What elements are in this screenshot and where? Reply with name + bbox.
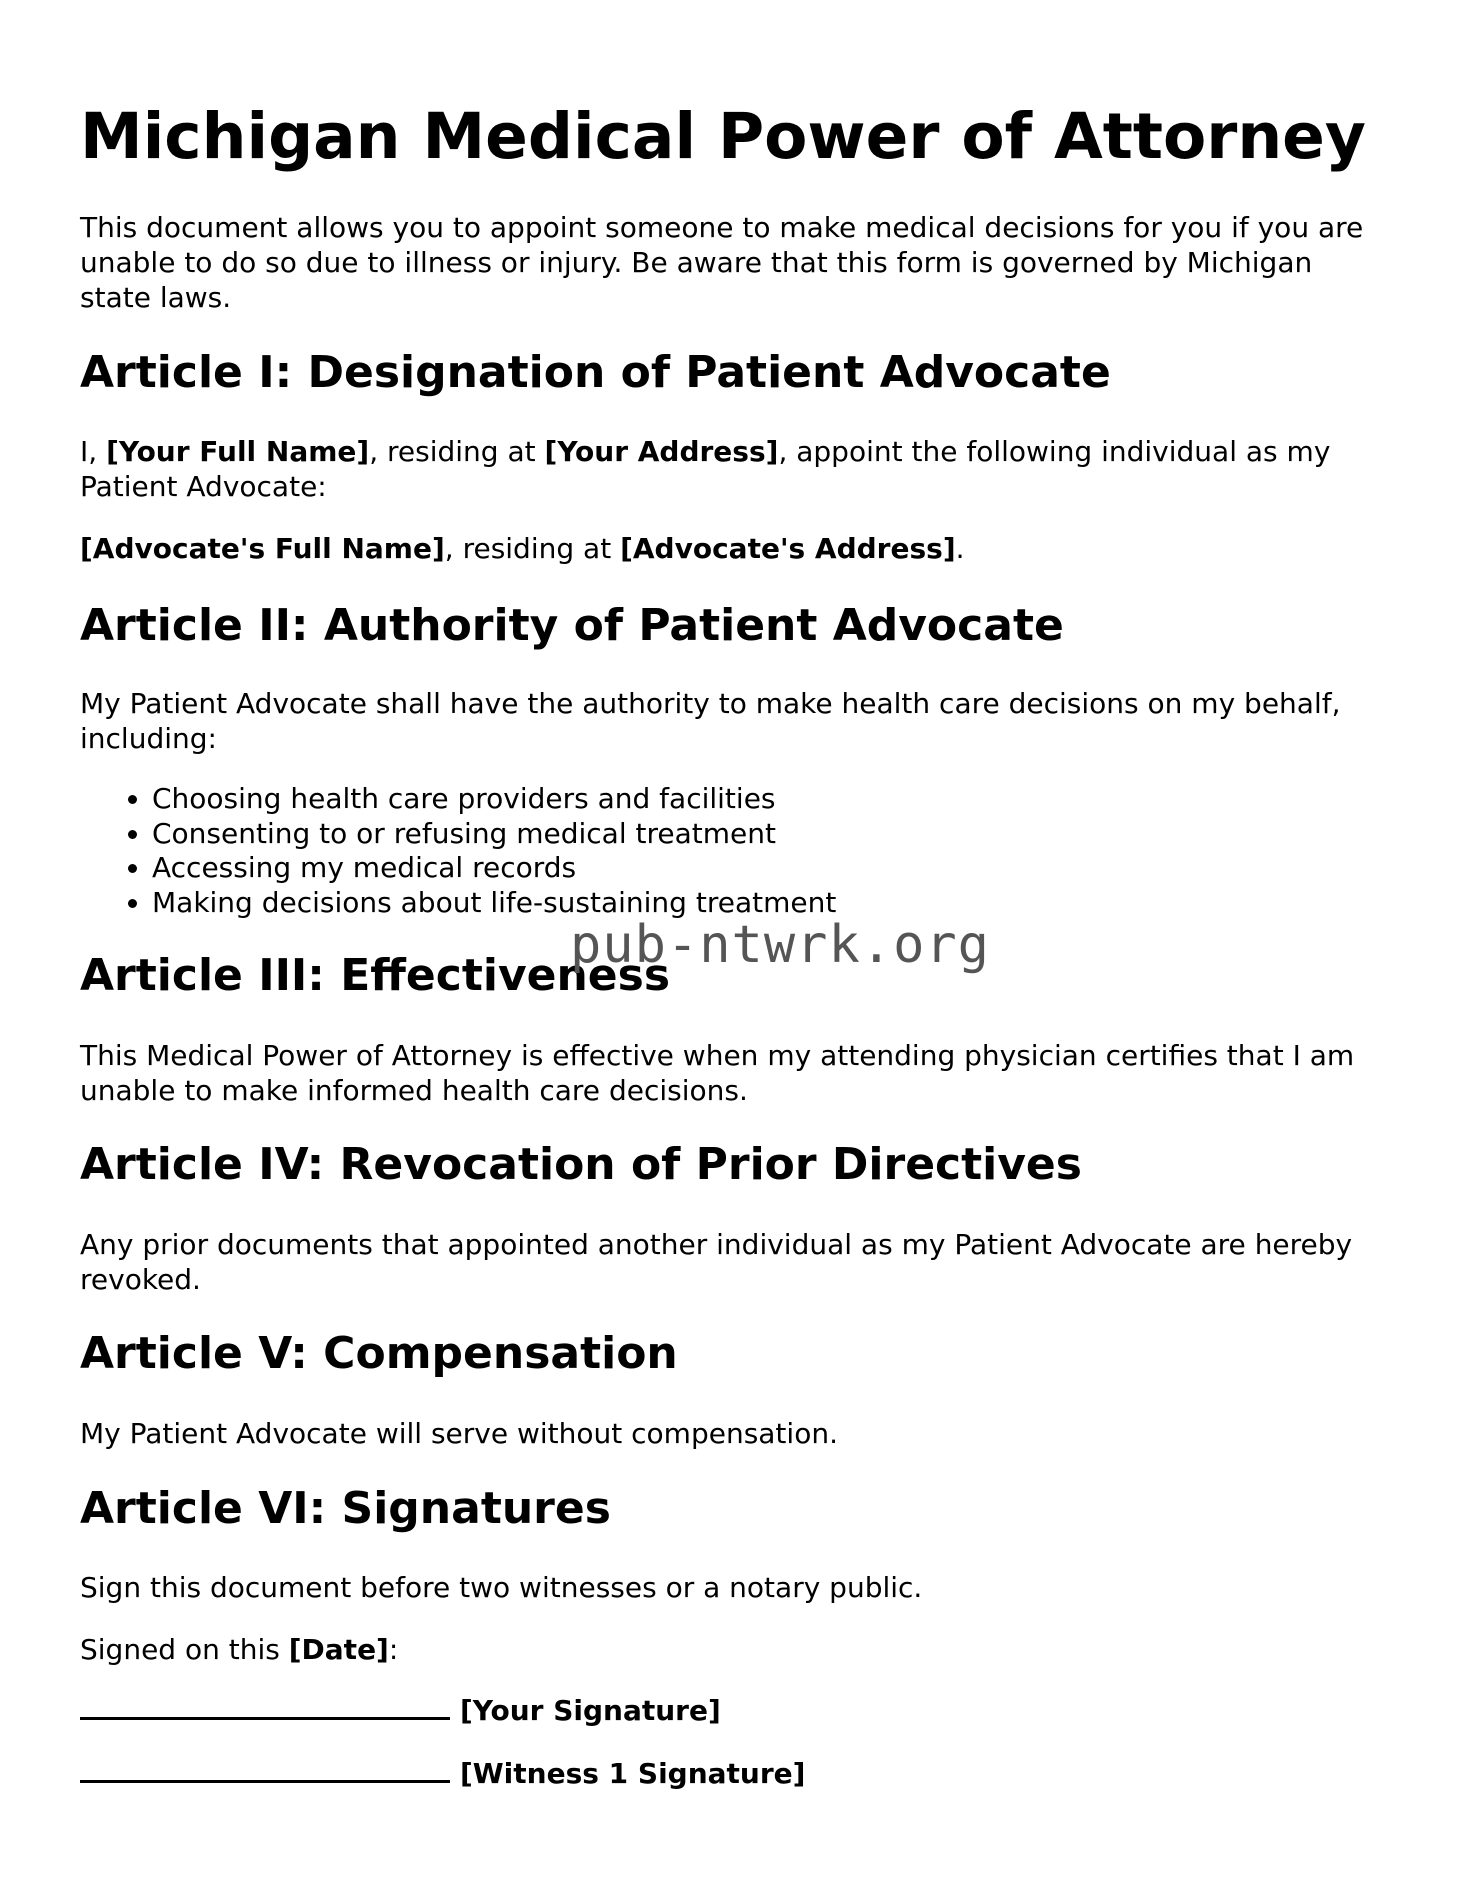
witness-1-signature-label: [Witness 1 Signature] xyxy=(460,1757,806,1790)
article-4-text: Any prior documents that appointed another individual as my Patient Advocate are hereby revoked. xyxy=(80,1228,1353,1296)
list-item: • Accessing my medical records xyxy=(152,851,836,886)
witness-1-signature-line xyxy=(80,1757,805,1790)
text: : xyxy=(388,1633,399,1666)
signed-date-line xyxy=(80,1632,1380,1667)
article-1-heading: Article I: Designation of Patient Advocate xyxy=(80,347,1111,398)
text: . xyxy=(955,532,965,565)
text: Signed on this xyxy=(80,1633,289,1666)
article-3-text: This Medical Power of Attorney is effective when my attending physician certifies that I am unable to make informed health care decisions. xyxy=(80,1039,1355,1107)
article-1-designation xyxy=(80,434,1380,504)
text: , appoint the following individual as my Patient Advocate: xyxy=(80,435,1331,503)
text: , residing at xyxy=(444,532,621,565)
article-4-heading: Article IV: Revocation of Prior Directives xyxy=(80,1139,1082,1190)
intro-paragraph: This document allows you to appoint someone to make medical decisions for you if you are unable to do so due to illness or injury. Be aware that this form is governed by Michigan state laws. xyxy=(80,211,1364,314)
your-signature-line xyxy=(80,1694,721,1727)
article-1-advocate xyxy=(80,531,1380,566)
document-title: Michigan Medical Power of Attorney xyxy=(80,100,1366,173)
article-3-heading: Article III: Effectiveness xyxy=(80,950,671,1001)
list-item: • Choosing health care providers and facilities xyxy=(152,782,836,817)
signature-blank[interactable] xyxy=(80,1780,450,1783)
advocate-address-placeholder: [Advocate's Address] xyxy=(620,532,956,565)
article-5-text: My Patient Advocate will serve without compensation. xyxy=(80,1417,838,1450)
list-item: • Making decisions about life-sustaining treatment xyxy=(152,886,836,921)
signature-blank[interactable] xyxy=(80,1717,450,1720)
your-signature-label: [Your Signature] xyxy=(460,1694,721,1727)
date-placeholder: [Date] xyxy=(288,1633,389,1666)
watermark: pub-ntwrk.org xyxy=(570,915,990,975)
text: , residing at xyxy=(369,435,545,468)
article-2-heading: Article II: Authority of Patient Advocate xyxy=(80,600,1064,651)
article-6-text: Sign this document before two witnesses or a notary public. xyxy=(80,1571,923,1604)
your-address-placeholder: [Your Address] xyxy=(544,435,779,468)
article-2-intro: My Patient Advocate shall have the authority to make health care decisions on my behalf, including: xyxy=(80,687,1341,755)
authority-list xyxy=(80,782,836,920)
your-name-placeholder: [Your Full Name] xyxy=(106,435,370,468)
article-6-heading: Article VI: Signatures xyxy=(80,1483,611,1534)
text: I, xyxy=(80,435,107,468)
advocate-name-placeholder: [Advocate's Full Name] xyxy=(80,532,445,565)
article-5-heading: Article V: Compensation xyxy=(80,1328,678,1379)
list-item: • Consenting to or refusing medical treatment xyxy=(152,817,836,852)
